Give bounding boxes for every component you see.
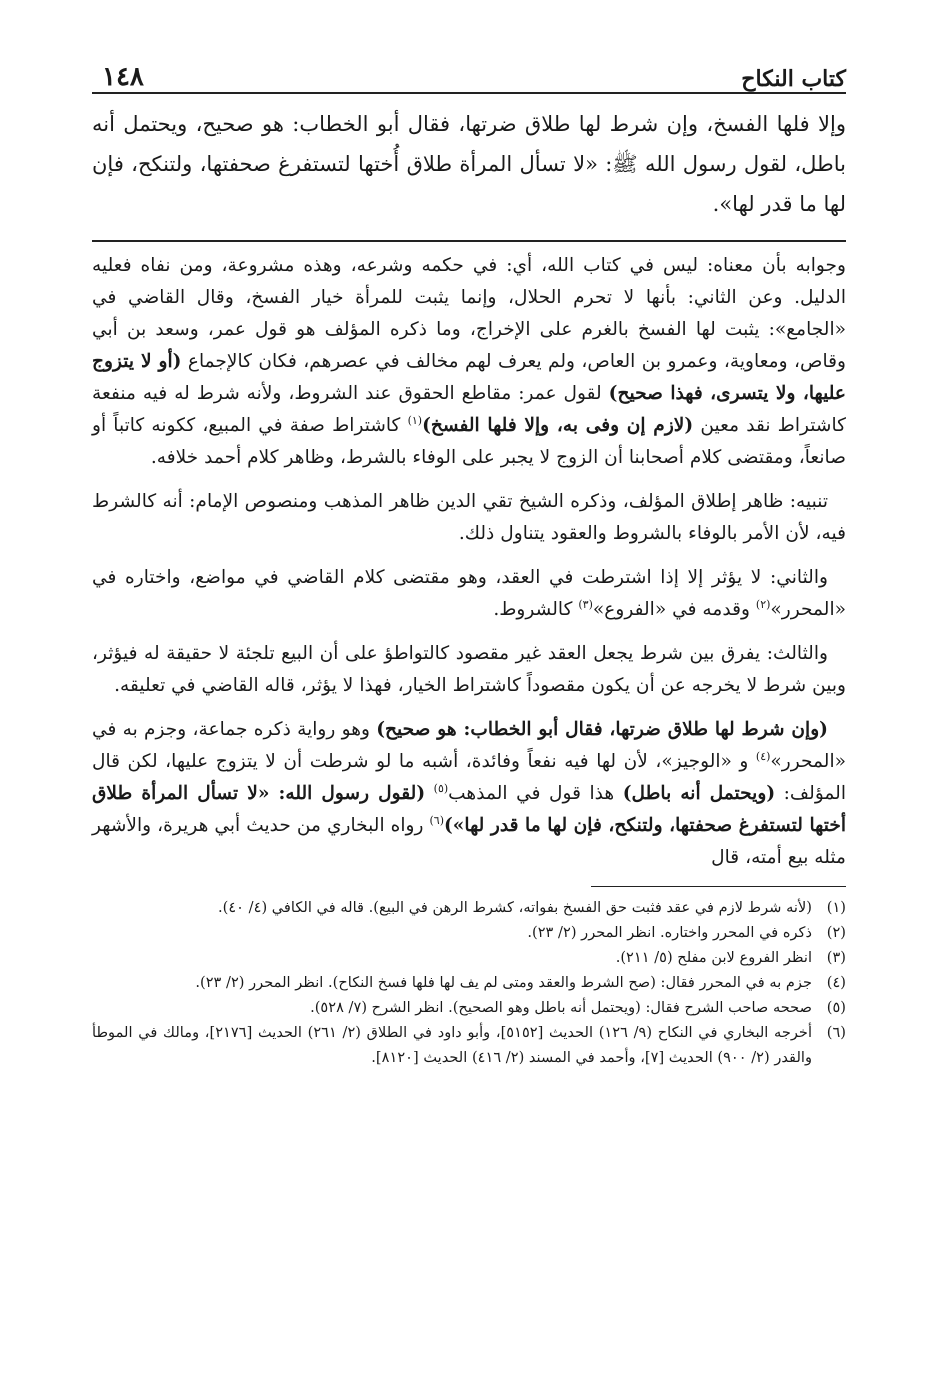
text-span: تنبيه: ظاهر إطلاق المؤلف، وذكره الشيخ تقي الدين ظاهر المذهب ومنصوص الإمام: أنه كالشرط فيه، لأن الأمر بالوفاء بالشروط والعقود يتناول ذلك. [92, 491, 846, 544]
quoted-matn: (أو لا يتزوج عليها، ولا يتسرى، فهذا صحيح) [92, 351, 846, 404]
text-span: لقول عمر: مقاطع الحقوق عند الشروط، ولأنه شرط له فيه منفعة كاشتراط نقد معين [92, 383, 847, 436]
text-span: و «الوجيز»، لأن لها فيه نفعاً وفائدة، أشبه ما لو شرطت أن لا يتزوج عليها، لكن قال المؤلف: [92, 751, 847, 804]
quoted-matn: (وإن شرط لها طلاق ضرتها، فقال أبو الخطاب: هو صحيح) [376, 719, 828, 740]
footnote [92, 1020, 846, 1070]
text-span: وجوابه بأن معناه: ليس في كتاب الله، أي: في حكمه وشرعه، وهذه مشروعة، ومن نفاه فعليه الدليل. وعن الثاني: بأنها لا تحرم الحلال، وإنما يثبت للمرأة خيار الفسخ، وقال القاضي في «الجامع»: يثبت لها الفسخ بالغرم على الإخراج، وما ذكره المؤلف هو قول عمر، وسعد بن أبي وقاص، ومعاوية، وعمرو بن العاص، ولم يعرف لهم مخالف في عصرهم، فكان كالإجماع [92, 255, 846, 372]
footnote-ref: (١) [407, 413, 423, 427]
quoted-matn: (لقول رسول الله: «لا تسأل المرأة طلاق أختها لتستفرغ صحفتها، ولتنكح، فإن لها ما قدر لها») [92, 783, 846, 836]
book-page [92, 40, 846, 1340]
book-title: كتاب النكاح [741, 66, 846, 92]
footnote-number: (١) [826, 899, 846, 916]
footnote-ref: (٣) [578, 597, 593, 611]
footnote-ref: (٥) [433, 781, 449, 795]
footnote-number: (٢) [826, 924, 846, 941]
text-span: والثاني: لا يؤثر إلا إذا اشترطت في العقد، وهو مقتضى كلام القاضي في مواضع، واختاره في «المحرر» [92, 567, 846, 620]
footnote [92, 895, 846, 920]
footnotes [92, 895, 846, 1070]
footnote-number: (٤) [826, 974, 846, 991]
quoted-matn: (ويحتمل أنه باطل) [622, 783, 776, 804]
footnote-text: ذكره في المحرر واختاره. انظر المحرر (٢/ ٢٣). [527, 924, 812, 941]
commentary-paragraph [92, 638, 846, 702]
text-span: رواه البخاري من حديث أبي هريرة، والأشهر مثله بيع أمته، قال [92, 815, 846, 868]
footnote [92, 920, 846, 945]
quoted-matn: (لازم إن وفى به، وإلا فلها الفسخ) [422, 415, 694, 436]
text-span: هذا قول في المذهب [448, 783, 615, 804]
matn-text: وإلا فلها الفسخ، وإن شرط لها طلاق ضرتها، فقال أبو الخطاب: هو صحيح، ويحتمل أنه باطل، لقول رسول الله ﷺ: «لا تسأل المرأة طلاق أُختها لتستفرغ صحفتها، ولتنكح، فإن لها ما قدر لها». [92, 112, 846, 216]
text-span: كاشتراط صفة في المبيع، ككونه كاتباً أو صانعاً، ومقتضى كلام أصحابنا أن الزوج لا يجبر على الوفاء بالشرط، وظاهر كلام أحمد خلافه. [92, 415, 846, 468]
page-number: ١٤٨ [102, 62, 144, 92]
footnote-text: أخرجه البخاري في النكاح (٩/ ١٢٦) الحديث [٥١٥٢]، وأبو داود في الطلاق (٢/ ٢٦١) الحديث [٢١٧٦]، ومالك في الموطأ والقدر (٢/ ٩٠٠) الحديث [٧]، وأحمد في المسند (٢/ ٤١٦) الحديث [٨١٢٠]. [92, 1024, 813, 1066]
footnote-text: (لأنه شرط لازم في عقد فثبت حق الفسخ بفواته، كشرط الرهن في البيع). قاله في الكافي (٤/ ٤٠). [218, 899, 812, 916]
text-span: وقدمه في «الفروع» [592, 599, 750, 620]
footnote-number: (٥) [826, 999, 846, 1016]
footnote [92, 945, 846, 970]
footnote-text: صححه صاحب الشرح فقال: (ويحتمل أنه باطل وهو الصحيح). انظر الشرح (٧/ ٥٢٨). [310, 999, 812, 1016]
footnote-number: (٣) [826, 949, 846, 966]
footnote-ref: (٤) [755, 749, 771, 763]
commentary [92, 250, 846, 874]
footnote [92, 995, 846, 1020]
matn-divider [92, 240, 846, 242]
footnote-separator [591, 886, 846, 887]
footnote-ref: (٢) [755, 597, 771, 611]
text-span: والثالث: يفرق بين شرط يجعل العقد غير مقصود كالتواطؤ على أن البيع تلجئة لا حقيقة له فيؤثر، وبين شرط لا يخرجه عن أن يكون مقصوداً كاشتراط الخيار، فهذا لا يؤثر، قاله القاضي في تعليقه. [92, 643, 846, 696]
footnote-number: (٦) [826, 1024, 846, 1041]
commentary-paragraph [92, 714, 846, 874]
text-span: وهو رواية ذكره جماعة، وجزم به في «المحرر» [92, 719, 846, 772]
text-span: كالشروط. [493, 599, 573, 620]
commentary-paragraph [92, 250, 846, 474]
footnote-text: جزم به في المحرر فقال: (صح الشرط والعقد ومتى لم يف لها فلها فسخ النكاح). انظر المحرر (٢/ ٢٣). [195, 974, 812, 991]
page-header [92, 40, 846, 94]
commentary-paragraph [92, 486, 846, 550]
footnote [92, 970, 846, 995]
footnote-text: انظر الفروع لابن مفلح (٥/ ٢١١). [615, 949, 812, 966]
footnote-ref: (٦) [429, 813, 444, 827]
commentary-paragraph [92, 562, 846, 626]
